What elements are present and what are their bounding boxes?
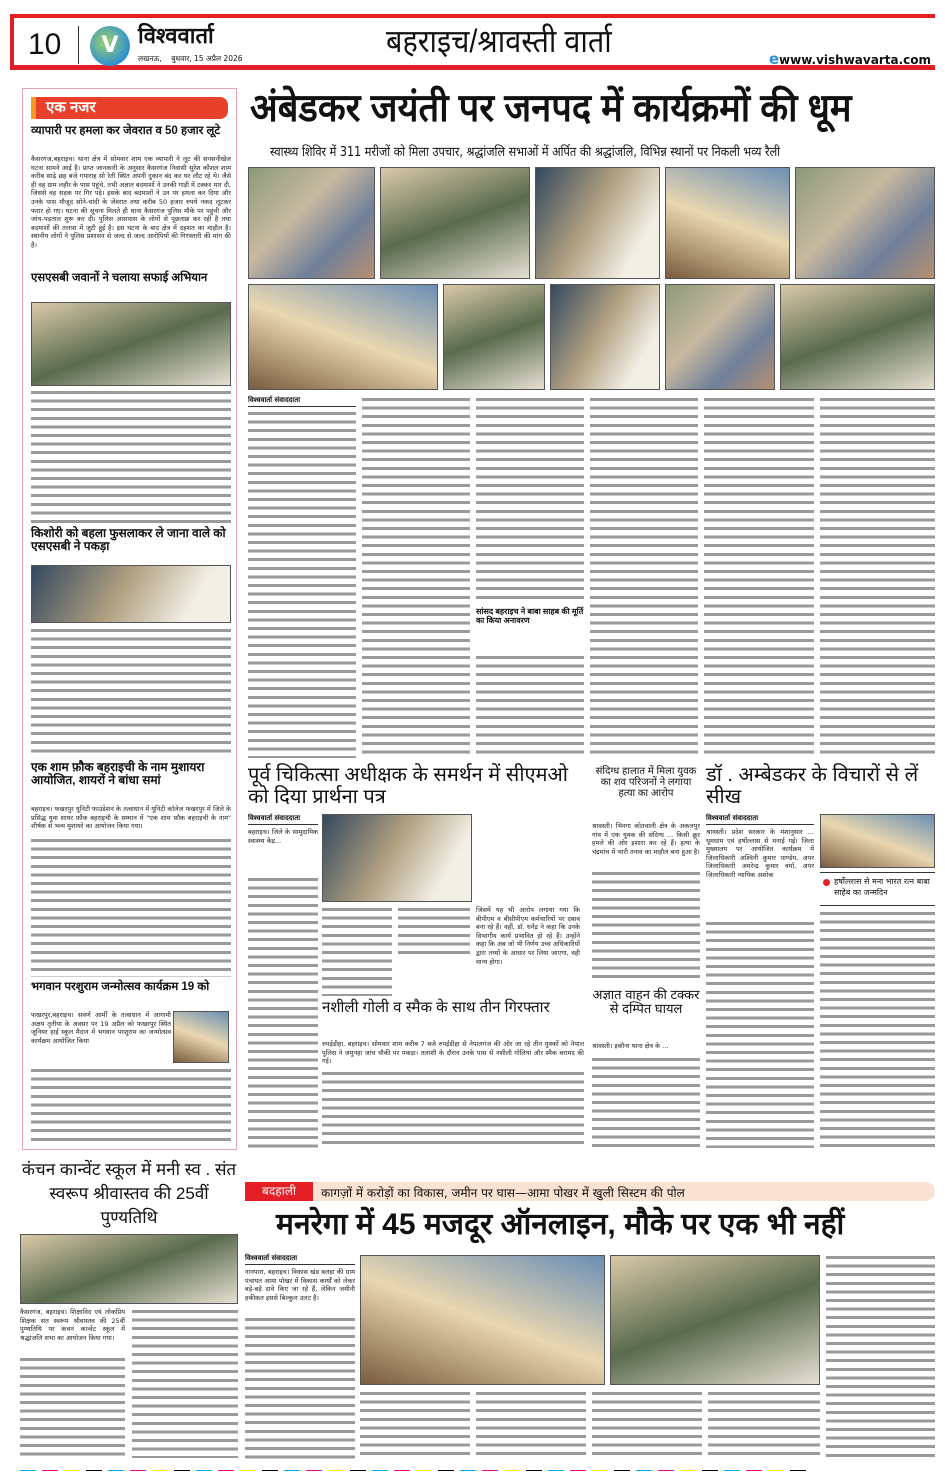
lead-photo bbox=[780, 284, 935, 390]
highlight-box: हर्षोल्लास से मना भारत रत्न बाबा साहेब का जन्मदिन bbox=[820, 872, 935, 906]
story-text-lines bbox=[820, 910, 935, 1148]
pond-photo bbox=[360, 1255, 605, 1385]
story-text-lines bbox=[592, 870, 700, 982]
story-text-lines bbox=[31, 837, 231, 977]
story-text-lines bbox=[245, 1316, 355, 1460]
story-headline: व्यापारी पर हमला कर जेवरात व 50 हजार लूटे bbox=[31, 125, 221, 137]
field-photo bbox=[610, 1255, 820, 1385]
story-text: कैसरगंज,बहराइच। थाना क्षेत्र में सोमवार शाम एक व्यापारी ने लूट की सनसनीखेज घटना सामने आई है। प्राप्त जानकारी के अनुसार कैसरगंज निवासी सुरेश कौशल शाम करीब साढ़े छह बजे गयाराह सो रेती स्थित अपनी दुकान बंद कर घर लौट रहे थे। जैसे ही वह ग्राम लहौर के पास पहुंचे, तभी अज्ञात बदमाशों ने उनकी गाड़ी में टक्कर मार दी, जिससे वह सड़क पर गिर पड़े। इसके बाद बदमाशों ने उन पर हमला कर दिया और उनके पास मौजूद सोने-चांदी के जेवरात तथा करीब 50 हजार रुपये नकद लूटकर फरार हो गए। घटना की सूचना मिलते ही थाना कैसरगंज पुलिस मौके पर पहुंची और जांच-पड़ताल शुरू कर दी। पुलिस आसपास के लोगों से पूछताछ कर रही है तथा बदमाशों की तलाश में जुटी हुई है। इस घटना के बाद क्षेत्र में दहशत का माहौल है। स्थानीय लोगों ने पुलिस प्रशासन से जल्द से जल्द आरोपियों की गिरफ्तारी की मांग की है। bbox=[31, 155, 231, 249]
story-text: बहराइच। जिले के सामुदायिक स्वास्थ्य केंद्र... bbox=[248, 828, 318, 845]
story-text: नानपारा, बहराइच। विकास खंड बलहा की ग्राम पंचायत आमा पोखर में विकास कार्यों को लेकर बड़े-बड़े दावे किए जा रहे हैं, लेकिन जमीनी हकीकत इससे बिल्कुल उलट है। bbox=[245, 1268, 355, 1302]
story-byline: विश्ववार्ता संवाददाता bbox=[706, 814, 814, 825]
ek-nazar-label: एक नजर bbox=[31, 97, 228, 119]
story-text-lines bbox=[20, 1356, 125, 1458]
story-text-lines bbox=[476, 1390, 586, 1460]
lead-text-col bbox=[704, 396, 814, 758]
masthead bbox=[10, 14, 935, 70]
sidebar-ek-nazar bbox=[22, 88, 237, 1150]
bottom-headline: मनरेगा में 45 मजदूर ऑनलाइन, मौके पर एक भी नहीं bbox=[276, 1208, 845, 1241]
kicker-banner bbox=[245, 1182, 935, 1201]
school-photo bbox=[20, 1234, 238, 1304]
story-text-lines bbox=[592, 1390, 702, 1460]
ssb-arrest-photo bbox=[31, 565, 231, 623]
section-title: बहराइच/श्रावस्ती वार्ता bbox=[386, 23, 612, 59]
lead-byline: विश्ववार्ता संवाददाता bbox=[248, 396, 356, 407]
logo-icon: V bbox=[90, 26, 130, 66]
lead-photo bbox=[665, 167, 790, 279]
story-text-lines bbox=[592, 1056, 700, 1148]
story-headline: डॉ . अम्बेडकर के विचारों से लें सीख bbox=[706, 764, 919, 808]
story-text-lines bbox=[398, 906, 470, 958]
story-text-lines bbox=[706, 920, 814, 1148]
website-link[interactable]: ewww.vishwavarta.com bbox=[768, 50, 931, 68]
story-headline: भगवान परशुराम जन्मोत्सव कार्यक्रम 19 को bbox=[31, 981, 210, 993]
lead-photo bbox=[665, 284, 775, 390]
ie-icon: e bbox=[768, 50, 780, 68]
story-byline: विश्ववार्ता संवाददाता bbox=[248, 814, 318, 825]
story-headline: एक शाम फ़ौक बहराइची के नाम मुशायरा आयोजित, शायरों ने बांधा समां bbox=[31, 760, 205, 788]
lead-headline: अंबेडकर जयंती पर जनपद में कार्यक्रमों की धूम bbox=[250, 87, 852, 130]
lead-photo bbox=[535, 167, 660, 279]
story-text: रुपईडीहा, बहराइच। सोमवार शाम करीब 7 बजे रुपईडीहा से नेपालगंज की ओर जा रहे तीन युवकों को नेपाल पुलिस ने जमुनहा जांच चौकी पर पकड़ा। तलाशी के दौरान उनके पास से नशीली गोलियां और स्मैक बरामद की गई। bbox=[322, 1040, 584, 1066]
portrait-photo bbox=[173, 1011, 229, 1063]
masthead-divider bbox=[78, 26, 79, 64]
story-text: फखरपुर,बहराइच। सवर्ण आर्मी के तत्वाधान में आगामी अक्षय तृतीया के अवसर पर 19 अप्रैल को फखरपुर स्थित जूनियर हाई स्कूल मैदान में भगवान परशुराम का जन्मोत्सव कार्यक्रम आयोजित किया bbox=[31, 1011, 171, 1045]
ssb-cleanliness-photo bbox=[31, 302, 231, 386]
ambedkar-photo bbox=[820, 814, 935, 868]
story-text-lines bbox=[132, 1308, 238, 1458]
lead-text-col bbox=[476, 396, 584, 604]
lead-photo bbox=[248, 284, 438, 390]
lead-text-col bbox=[362, 396, 470, 758]
story-text-lines bbox=[708, 1390, 820, 1460]
kicker-text: कागज़ों में करोड़ों का विकास, जमीन पर घास—आमा पोखर में खुली सिस्टम की पोल bbox=[321, 1186, 685, 1200]
story-text-lines bbox=[322, 1070, 584, 1148]
lead-photo bbox=[380, 167, 530, 279]
story-headline: पूर्व चिकित्सा अधीक्षक के समर्थन में सीएमओ को दिया प्रार्थना पत्र bbox=[248, 764, 568, 808]
lead-text-col bbox=[248, 410, 356, 758]
lead-subheadline: स्वास्थ्य शिविर में 311 मरीजों को मिला उपचार, श्रद्धांजलि सभाओं में अर्पित की श्रद्धांजलि, विभिन्न स्थानों पर निकली भव्य रैली bbox=[270, 145, 781, 160]
story-text-lines bbox=[360, 1390, 470, 1460]
paper-name: विश्ववार्ता bbox=[138, 23, 214, 48]
lead-photo bbox=[248, 167, 375, 279]
story-text-lines bbox=[31, 389, 231, 524]
story-text: जिसमें यह भी आरोप लगाया गया कि बीपीएम व बीसीपीएम कर्मचारियों पर दबाव बना रहे हैं। वहीं, डॉ. धनेंद्र ने कहा कि उनके विभागीय कार्य प्रभावित हो रहे हैं। उन्होंने कहा कि अब जो भी निर्णय उच्च अधिकारियों द्वारा तथ्यों के आधार पर लिया जाएगा, वही मान्य होगा। bbox=[476, 906, 580, 966]
lead-photo bbox=[550, 284, 660, 390]
color-registration-bar bbox=[20, 1463, 940, 1471]
story-text-lines bbox=[322, 906, 392, 996]
lead-text-col bbox=[820, 396, 935, 758]
story-headline: एसएसबी जवानों ने चलाया सफाई अभियान bbox=[31, 272, 208, 284]
cmo-photo bbox=[322, 814, 472, 902]
bullet-icon bbox=[823, 879, 830, 886]
page-number: 10 bbox=[28, 28, 62, 61]
lead-text-col bbox=[476, 654, 584, 758]
story-text-lines bbox=[826, 1254, 935, 1460]
story-text: बहराइच। फखरपुर यूनिटी फाउंडेशन के तत्वाधान में यूनिटी कॉलेज फखरपुर में जिले के प्रसिद्ध युवा शायर फ़ौक बहराइची के सम्मान में "एक शाम फ़ौक बहराइची के नाम" शीर्षक से भव्य मुशायरे का आयोजन किया गया। bbox=[31, 805, 231, 831]
lead-subhead: सांसद बहराइच ने बाबा साहब की मूर्ति का किया अनावरण bbox=[476, 607, 584, 625]
lead-photo bbox=[443, 284, 545, 390]
story-text-lines bbox=[31, 627, 231, 757]
story-text: कैसरगंज, बहराइच। शिक्षाविद एवं लोकप्रिय शिक्षक संत स्वरूप श्रीवास्तव की 25वीं पुण्यतिथि पर कंचन कान्वेंट स्कूल में श्रद्धांजलि सभा का आयोजन किया गया। bbox=[20, 1308, 125, 1342]
story-text: श्रावस्ती। प्रदेश सरकार के मंशानुसार ... धूमधाम एवं हर्षोल्लास से मनाई गई। जिला मुख्यालय पर आयोजित कार्यक्रम में जिलाधिकारी अश्विनी कुमार पाण्डेय, अपर जिलाधिकारी अमरेन्द्र कुमार वर्मा, अपर जिलाधिकारी न्यायिक अशोक bbox=[706, 828, 814, 879]
story-text-lines bbox=[248, 876, 318, 1148]
story-text: श्रावस्ती। भिनगा कोतवाली क्षेत्र के अकलपुर गांव में एक युवक की संदिग्ध ... किसी क्रूर हमले की ओर इशारा कर रहे हैं। हत्या के चंद्रमांच में भारी तनाव का माहौल बना हुआ है। bbox=[592, 822, 700, 856]
dateline: लखनऊ, बुधवार, 15 अप्रैल 2026 bbox=[138, 54, 243, 63]
lead-text-col bbox=[590, 396, 698, 758]
story-headline: नशीली गोली व स्मैक के साथ तीन गिरफ्तार bbox=[322, 999, 550, 1016]
story-byline: विश्ववार्ता संवाददाता bbox=[245, 1254, 355, 1265]
story-headline: किशोरी को बहला फुसलाकर ले जाना वाले को एसएसबी ने पकड़ा bbox=[31, 526, 226, 554]
lead-photo bbox=[795, 167, 935, 279]
story-text: श्रावस्ती। इकौना थाना क्षेत्र के ... bbox=[592, 1042, 669, 1050]
story-headline: संदिग्ध हालात में मिला युवक का शव परिजनों ने लगाया हत्या का आरोप bbox=[595, 766, 697, 799]
story-text-lines bbox=[31, 1067, 231, 1145]
story-headline: कंचन कान्वेंट स्कूल में मनी स्व . संत स्वरूप श्रीवास्तव की 25वीं पुण्यतिथि bbox=[21, 1160, 237, 1227]
story-headline: अज्ञात वाहन की टक्कर से दम्पित घायल bbox=[592, 987, 700, 1017]
kicker-label: बदहाली bbox=[245, 1182, 313, 1201]
